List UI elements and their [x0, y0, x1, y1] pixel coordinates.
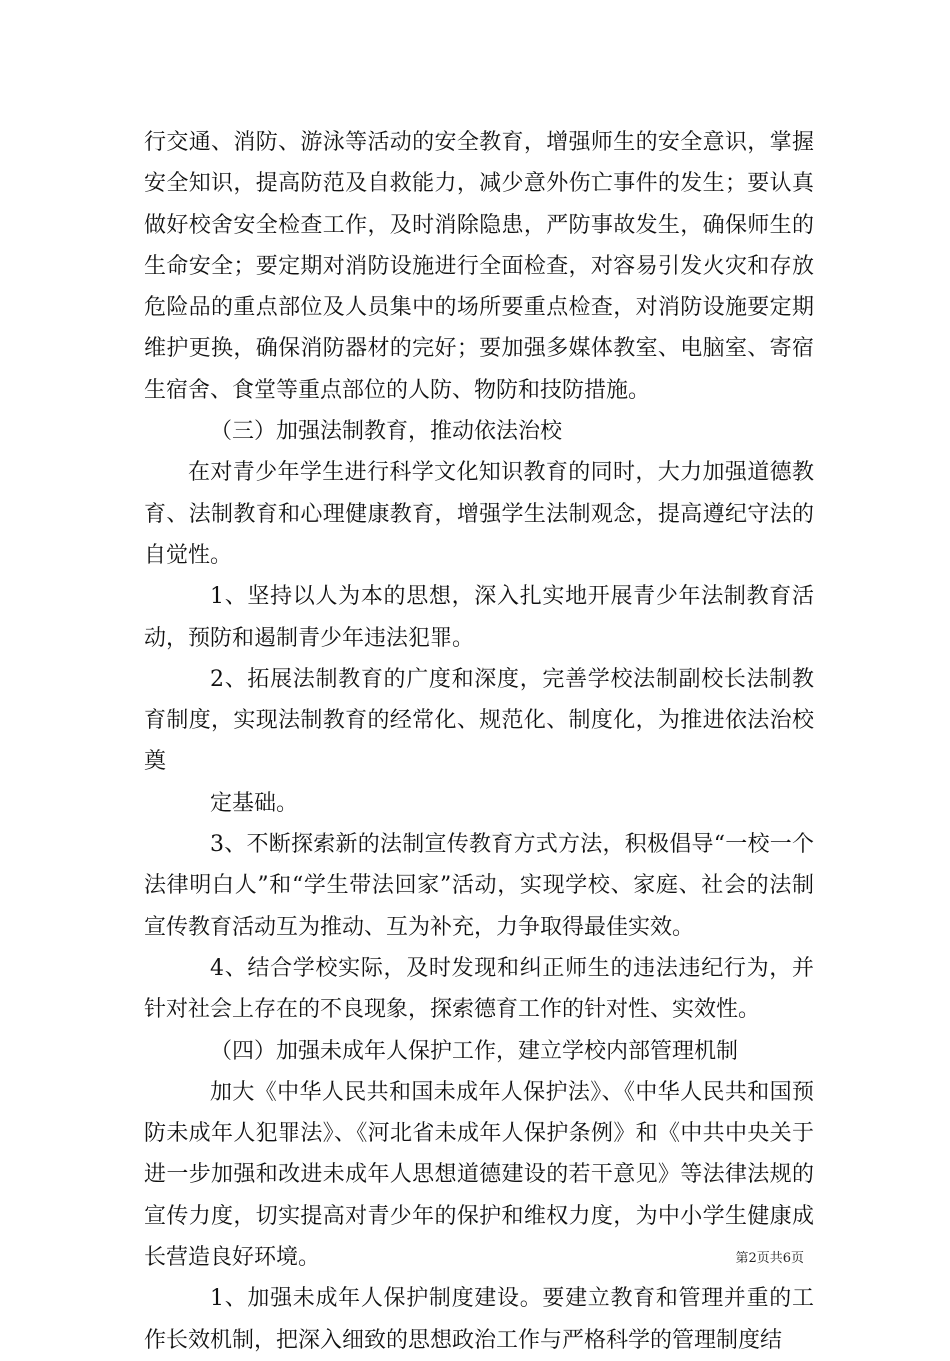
- list-item-legal-2-continued: 定基础。: [210, 790, 299, 816]
- list-item-legal-2: 2、拓展法制教育的广度和深度，完善学校法制副校长法制教育制度，实现法制教育的经常化、规范化、制度化，为推进依法治校奠: [144, 666, 814, 775]
- page-number-footer: 第2页共6页: [735, 1251, 804, 1266]
- section-heading-3: （三）加强法制教育，推动依法治校: [210, 419, 563, 445]
- paragraph-safety-education: 行交通、消防、游泳等活动的安全教育，增强师生的安全意识，掌握安全知识，提高防范及自救能力，减少意外伤亡事件的发生；要认真做好校舍安全检查工作，及时消除隐患，严防事故发生，确保师生的生命安全；要定期对消防设施进行全面检查，对容易引发火灾和存放危险品的重点部位及人员集中的场所要重点检查，对消防设施要定期维护更换，确保消防器材的完好；要加强多媒体教室、电脑室、寄宿生宿舍、食堂等重点部位的人防、物防和技防措施。: [144, 130, 814, 403]
- list-item-legal-3: 3、不断探索新的法制宣传教育方式方法，积极倡导“一校一个法律明白人”和“学生带法回家”活动，实现学校、家庭、社会的法制宣传教育活动互为推动、互为补充，力争取得最佳实效。: [144, 832, 814, 940]
- paragraph-minor-protection-intro: 加大《中华人民共和国未成年人保护法》、《中华人民共和国预防未成年人犯罪法》、《河北省未成年人保护条例》和《中共中央关于进一步加强和改进未成年人思想道德建设的若干意见》等法律法规的宣传力度，切实提高对青少年的保护和维权力度，为中小学生健康成长营造良好环境。: [144, 1079, 814, 1271]
- paragraph-legal-education-intro: 在对青少年学生进行科学文化知识教育的同时，大力加强道德教育、法制教育和心理健康教育，增强学生法制观念，提高遵纪守法的自觉性。: [144, 460, 814, 568]
- list-item-legal-4: 4、结合学校实际，及时发现和纠正师生的违法违纪行为，并针对社会上存在的不良现象，探索德育工作的针对性、实效性。: [144, 955, 814, 1023]
- section-heading-4: （四）加强未成年人保护工作，建立学校内部管理机制: [210, 1038, 739, 1064]
- list-item-protection-1: 1、加强未成年人保护制度建设。要建立教育和管理并重的工作长效机制，把深入细致的思想政治工作与严格科学的管理制度结: [144, 1286, 814, 1353]
- list-item-legal-1: 1、坚持以人为本的思想，深入扎实地开展青少年法制教育活动，预防和遏制青少年违法犯罪。: [144, 584, 814, 651]
- document-body: [144, 122, 814, 1361]
